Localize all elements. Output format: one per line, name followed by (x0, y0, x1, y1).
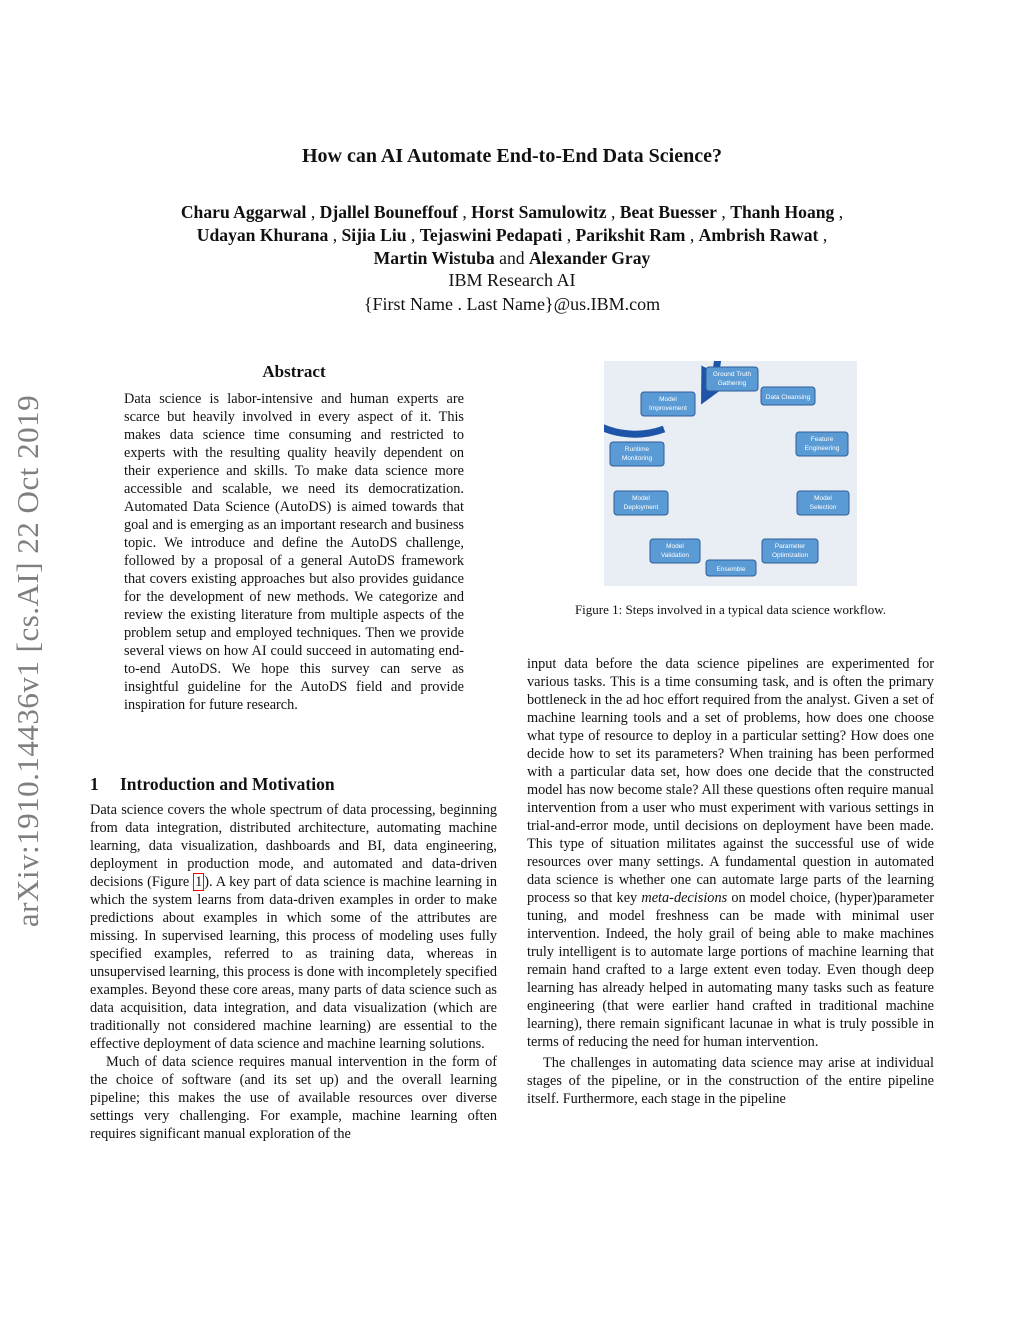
node-label: Model (632, 495, 650, 502)
author-name: Alexander Gray (528, 248, 651, 268)
section-heading (90, 774, 500, 795)
node-model-selection (797, 491, 849, 515)
node-label: Gathering (717, 380, 747, 387)
node-model-improvement (641, 392, 695, 416)
paragraph (527, 655, 934, 1051)
figure-caption: Figure 1: Steps involved in a typical data science workflow. (574, 602, 887, 617)
paragraph: The challenges in automating data science may arise at individual stages of the pipeline, or in the construction of the entire pipeline itself. Furthermore, each stage in the pipeline (527, 1055, 934, 1107)
paper-title: How can AI Automate End-to-End Data Science? (301, 145, 722, 167)
node-label: Data Cleansing (765, 394, 811, 401)
node-label: Model (814, 495, 832, 502)
node-feature-engineering (796, 432, 848, 456)
node-label: Model (666, 543, 684, 550)
node-label: Engineering (804, 445, 840, 452)
node-ensemble (706, 560, 756, 576)
and-word: and (499, 248, 525, 268)
node-label: Parameter (774, 543, 806, 550)
emphasis-text: meta-decisions (641, 890, 728, 906)
abstract-heading: Abstract (262, 362, 326, 381)
node-label: Runtime (624, 446, 650, 453)
node-model-validation (650, 539, 700, 563)
affiliation: IBM Research AI (448, 270, 576, 290)
author-list (100, 201, 924, 270)
node-parameter-optimization (762, 539, 818, 563)
node-label: Monitoring (621, 455, 653, 462)
node-label: Feature (810, 436, 834, 443)
text-run: ). A key part of data science is machine learning in which the system learns from data-driven examples in order to make predictions about examples in which some of the attributes are missing. In supervised learning, this process of modeling uses fully specified examples, referred to as training data, whereas in unsupervised learning, this process is done with incompletely specified examples. Beyond these core areas, many parts of data science such as data acquisition, data integration, and data visualization (which are traditionally not considered machine learning) are essential to the effective deployment of data science and machine learning solutions. (90, 874, 497, 1052)
paragraph: Much of data science requires manual intervention in the form of the choice of software (and its set up) and the overall learning pipeline; this makes the use of available resources over diverse settings very challenging. For example, machine learning often requires significant manual exploration of the (90, 1054, 497, 1142)
author-name: Tejaswini Pedapati (419, 225, 563, 245)
section-title: Introduction and Motivation (120, 774, 335, 794)
author-line-2: Udayan Khurana , Sijia Liu , Tejaswini Pedapati , Parikshit Ram , Ambrish Rawat , (196, 225, 828, 245)
author-name: Ambrish Rawat (698, 225, 819, 245)
node-model-deployment (614, 491, 668, 515)
arxiv-stamp-text: arXiv:1910.14436v1 [cs.AI] 22 Oct 2019 (10, 394, 46, 928)
abstract-body: Data science is labor-intensive and human experts are scarce but heavily involved in every aspect of it. This makes data science time consuming and restricted to experts with the resulting quality heavily dependent on their experience and skills. To make data science more accessible and scalable, we need its democratization. Automated Data Science (AutoDS) is aimed towards that goal and is emerging as an important research and business topic. We introduce and define the AutoDS challenge, followed by a proposal of a general AutoDS framework that covers existing approaches but also provides guidance for the development of new methods. We categorize and review the existing literature from multiple aspects of the problem setup and employed techniques. Then we provide several views on how AI could succeed in automating end-to-end AutoDS. We hope this survey can serve as insightful guideline for the AutoDS field and provide inspiration for future research. (124, 391, 464, 713)
node-data-cleansing (761, 387, 815, 405)
node-label: Selection (809, 504, 837, 511)
node-label: Model (659, 396, 677, 403)
author-name: Thanh Hoang (730, 202, 835, 222)
author-name: Martin Wistuba (373, 248, 495, 268)
right-column-text (527, 655, 934, 1108)
node-label: Validation (660, 552, 690, 559)
node-label: Ensemble (716, 566, 746, 573)
author-name: Horst Samulowitz (471, 202, 607, 222)
author-name: Djallel Bouneffouf (319, 202, 458, 222)
left-column-text (90, 801, 497, 1143)
node-label: Improvement (649, 405, 687, 412)
author-line-1: Charu Aggarwal , Djallel Bouneffouf , Horst Samulowitz , Beat Buesser , Thanh Hoang , (180, 202, 844, 222)
node-runtime-monitoring (610, 442, 664, 466)
node-label: Deployment (623, 504, 659, 511)
author-name: Udayan Khurana (196, 225, 329, 245)
text-run: Data science covers the whole spectrum of data processing, beginning from data integration, distributed architecture, automating machine learning, data visualization, dashboards and BI, data engineering, deployment in production mode, and automated and data-driven decisions (Figure (90, 802, 497, 890)
node-ground-truth-gathering (706, 367, 758, 391)
figure-1-workflow-diagram (604, 361, 857, 586)
figure-ref-link[interactable]: 1 (195, 874, 203, 890)
node-label: Optimization (771, 552, 809, 559)
section-number: 1 (90, 774, 99, 794)
author-line-3 (100, 247, 924, 270)
arxiv-stamp (4, 366, 52, 956)
author-name: Charu Aggarwal (180, 202, 307, 222)
author-name: Sijia Liu (341, 225, 407, 245)
paragraph (90, 801, 497, 1053)
text-run: input data before the data science pipelines are experimented for various tasks. This is a time consuming task, and is often the primary bottleneck in the ad hoc effort required from the analyst. Given a set of machine learning tools and a set of problems, how does one choose what type of resource to deploy in a particular setting? How does one decide how to set its parameters? When training has been performed with a particular data set, how does one decide that the constructed model has now become stale? All these questions often require manual intervention from a user who must experiment with various settings in trial-and-error mode, until decisions on deployment have been made. This type of situation militates against the successful use of wide resources over many settings. A fundamental question in automated data science is whether one can automate large parts of the learning process so that key (527, 656, 934, 906)
text-run: on model choice, (hyper)parameter tuning, and model freshness can be made with minimal user intervention. Indeed, the holy grail of being able to make machines truly intelligent is to automate large portions of machine learning that remain hand crafted to a large extent even today. Even though deep learning has already helped in automating many tasks such as feature engineering (that were earlier hand crafted in traditional machine learning), there remain significant lacunae in what is truly possible in terms of reducing the need for human intervention. (527, 890, 934, 1050)
node-label: Ground Truth (712, 371, 752, 378)
author-name: Parikshit Ram (575, 225, 686, 245)
author-email: {First Name . Last Name}@us.IBM.com (363, 294, 661, 314)
workflow-cycle-svg (604, 361, 857, 586)
author-name: Beat Buesser (619, 202, 717, 222)
